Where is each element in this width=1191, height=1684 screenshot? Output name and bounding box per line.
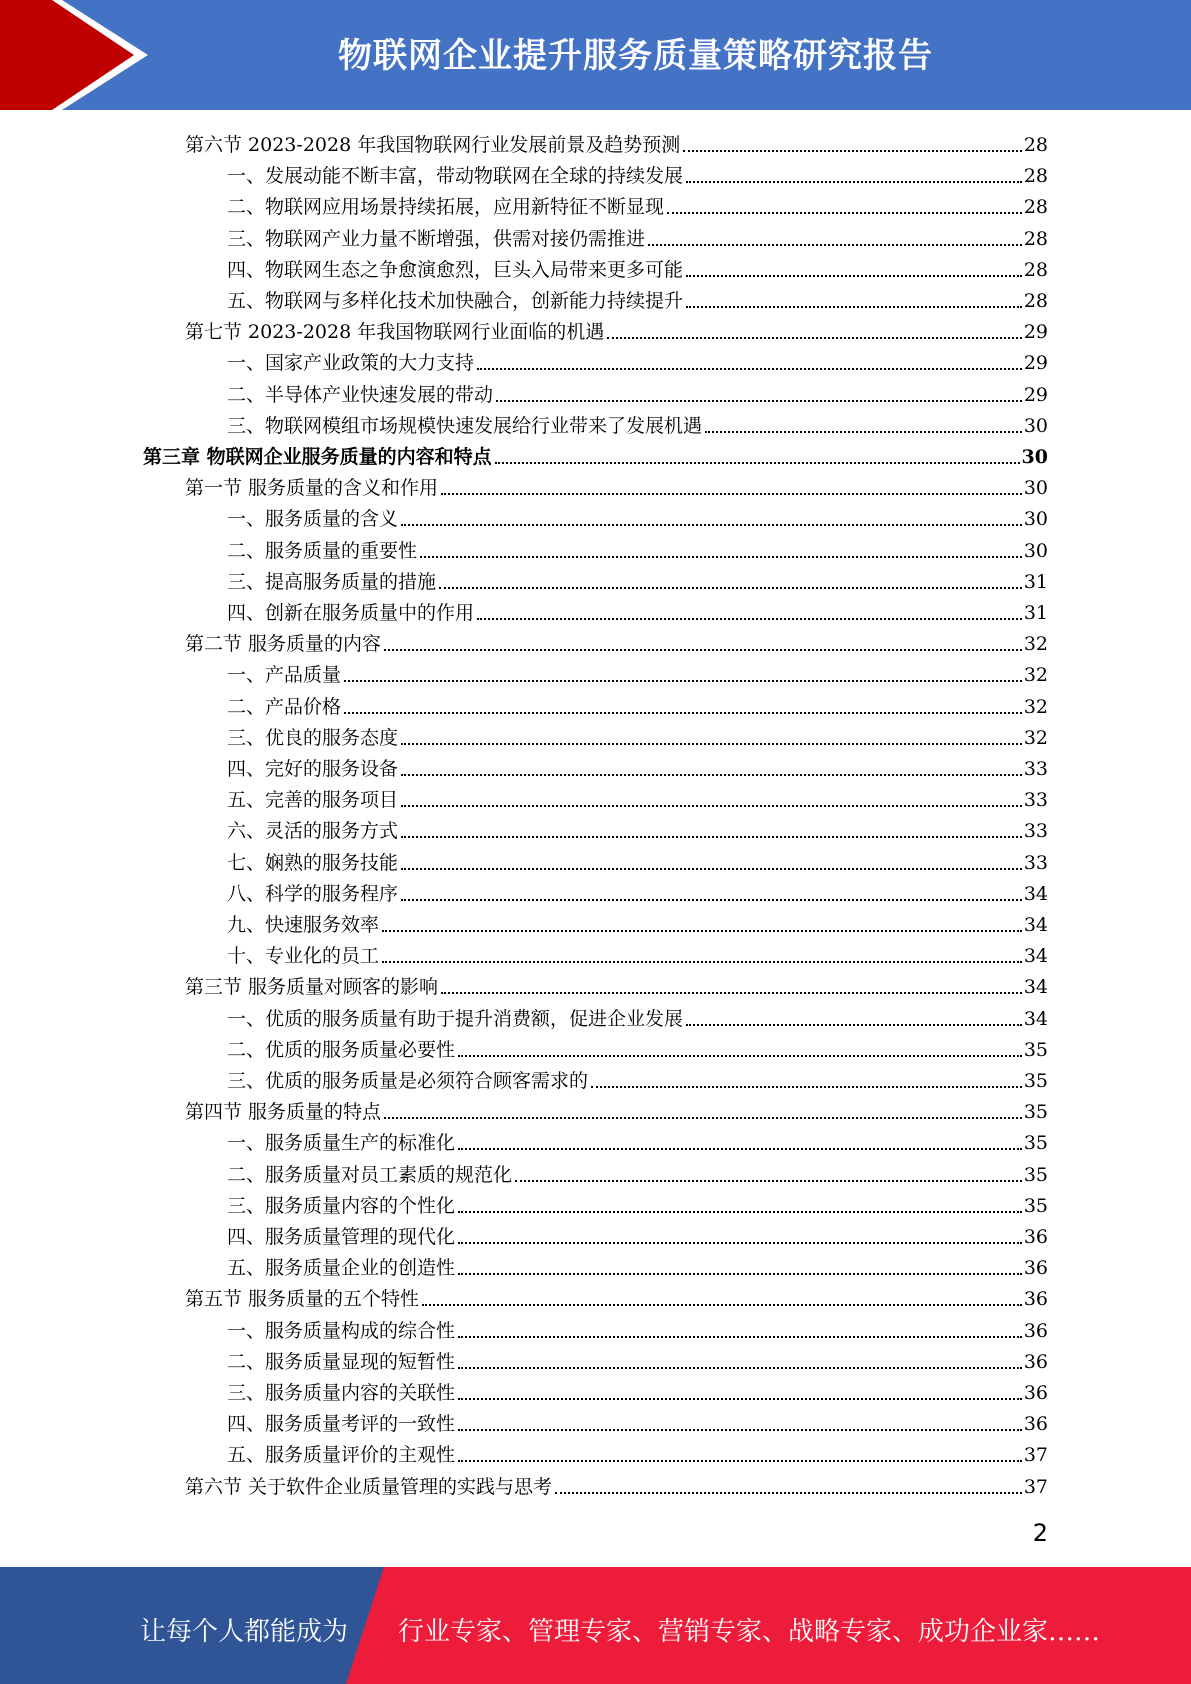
- page-number: 2: [1032, 1519, 1048, 1547]
- toc-leader-dots: [458, 1242, 1022, 1244]
- toc-label: 三、优良的服务态度: [227, 726, 399, 749]
- toc-leader-dots: [458, 1055, 1022, 1057]
- toc-page-number: 28: [1023, 196, 1048, 219]
- toc-page-number: 35: [1023, 1163, 1048, 1186]
- toc-item-row[interactable]: [227, 1250, 1048, 1281]
- toc-leader-dots: [458, 1273, 1022, 1275]
- toc-item-row[interactable]: [227, 1219, 1048, 1250]
- toc-leader-dots: [458, 1460, 1022, 1462]
- toc-item-row[interactable]: [227, 876, 1048, 907]
- toc-leader-dots: [686, 1024, 1022, 1026]
- toc-label: 第四节 服务质量的特点: [185, 1101, 382, 1124]
- toc-item-row[interactable]: [227, 813, 1048, 844]
- toc-section-row[interactable]: [185, 470, 1048, 501]
- toc-label: 二、半导体产业快速发展的带动: [227, 383, 494, 406]
- toc-page-number: 36: [1023, 1350, 1048, 1373]
- toc-item-row[interactable]: [227, 751, 1048, 782]
- toc-page-number: 37: [1023, 1444, 1048, 1467]
- toc-leader-dots: [420, 556, 1022, 558]
- toc-label: 第二节 服务质量的内容: [185, 633, 382, 656]
- toc-page-number: 33: [1023, 851, 1048, 874]
- toc-leader-dots: [607, 337, 1022, 339]
- toc-section-row[interactable]: [185, 1094, 1048, 1125]
- toc-label: 第七节 2023-2028 年我国物联网行业面临的机遇: [185, 321, 605, 344]
- toc-page-number: 33: [1023, 789, 1048, 812]
- toc-label: 五、服务质量评价的主观性: [227, 1444, 456, 1467]
- toc-label: 第三章 物联网企业服务质量的内容和特点: [143, 446, 492, 468]
- toc-leader-dots: [555, 1492, 1022, 1494]
- toc-label: 十、专业化的员工: [227, 945, 380, 968]
- toc-leader-dots: [441, 992, 1022, 994]
- toc-page-number: 35: [1023, 1070, 1048, 1092]
- toc-item-row[interactable]: [227, 1188, 1048, 1219]
- toc-leader-dots: [591, 1086, 1022, 1088]
- footer-banner: [0, 1567, 1191, 1684]
- toc-leader-dots: [401, 899, 1022, 901]
- toc-leader-dots: [477, 618, 1022, 620]
- toc-label: 三、提高服务质量的措施: [227, 570, 437, 593]
- toc-leader-dots: [382, 930, 1022, 932]
- toc-label: 一、服务质量生产的标准化: [227, 1132, 456, 1155]
- toc-page-number: 34: [1023, 945, 1048, 968]
- toc-page-number: 34: [1023, 914, 1048, 936]
- toc-page-number: 30: [1021, 446, 1048, 468]
- toc-page-number: 33: [1023, 758, 1048, 780]
- report-header: [0, 0, 1191, 110]
- toc-leader-dots: [667, 212, 1022, 214]
- toc-label: 一、产品质量: [227, 664, 342, 687]
- toc-item-row[interactable]: [227, 845, 1048, 876]
- toc-page-number: 28: [1023, 165, 1048, 188]
- toc-label: 二、物联网应用场景持续拓展，应用新特征不断显现: [227, 196, 665, 219]
- toc-leader-dots: [401, 868, 1022, 870]
- toc-leader-dots: [458, 1429, 1022, 1431]
- toc-leader-dots: [458, 1148, 1022, 1150]
- toc-page-number: 36: [1023, 1319, 1048, 1342]
- toc-page-number: 30: [1023, 477, 1048, 500]
- toc-label: 五、完善的服务项目: [227, 789, 399, 812]
- toc-label: 一、国家产业政策的大力支持: [227, 352, 475, 375]
- toc-leader-dots: [496, 400, 1022, 402]
- toc-label: 一、发展动能不断丰富，带动物联网在全球的持续发展: [227, 165, 684, 188]
- toc-item-row[interactable]: [227, 720, 1048, 751]
- toc-page-number: 35: [1023, 1132, 1048, 1155]
- toc-page-number: 29: [1023, 352, 1048, 375]
- toc-label: 第一节 服务质量的含义和作用: [185, 477, 439, 500]
- toc-page-number: 32: [1023, 695, 1048, 718]
- toc-leader-dots: [344, 712, 1022, 714]
- toc-item-row[interactable]: [227, 1344, 1048, 1375]
- toc-label: 四、服务质量考评的一致性: [227, 1413, 456, 1436]
- toc-label: 第六节 关于软件企业质量管理的实践与思考: [185, 1475, 553, 1498]
- toc-section-row[interactable]: [185, 1469, 1048, 1500]
- toc-section-row[interactable]: [185, 969, 1048, 1000]
- toc-item-row[interactable]: [227, 533, 1048, 564]
- toc-page-number: 36: [1023, 1413, 1048, 1436]
- toc-label: 三、服务质量内容的关联性: [227, 1382, 456, 1404]
- toc-label: 二、产品价格: [227, 695, 342, 718]
- toc-page-number: 30: [1023, 508, 1048, 531]
- toc-item-row[interactable]: [227, 501, 1048, 532]
- toc-label: 四、完好的服务设备: [227, 758, 399, 780]
- toc-label: 一、服务质量的含义: [227, 508, 399, 531]
- toc-item-row[interactable]: [227, 1375, 1048, 1406]
- toc-item-row[interactable]: [227, 907, 1048, 938]
- toc-page-number: 33: [1023, 820, 1048, 843]
- toc-page-number: 32: [1023, 664, 1048, 687]
- toc-label: 三、服务质量内容的个性化: [227, 1194, 456, 1217]
- toc-page-number: 30: [1023, 414, 1048, 437]
- toc-leader-dots: [458, 1336, 1022, 1338]
- toc-section-row[interactable]: [185, 314, 1048, 345]
- toc-section-row[interactable]: [185, 1281, 1048, 1312]
- toc-item-row[interactable]: [227, 657, 1048, 688]
- toc-page-number: 32: [1023, 726, 1048, 749]
- toc-label: 三、优质的服务质量是必须符合顾客需求的: [227, 1070, 589, 1092]
- toc-leader-dots: [686, 181, 1022, 183]
- toc-label: 七、娴熟的服务技能: [227, 851, 399, 874]
- toc-item-row[interactable]: [227, 1125, 1048, 1156]
- toc-label: 三、物联网产业力量不断增强，供需对接仍需推进: [227, 227, 646, 250]
- toc-item-row[interactable]: [227, 595, 1048, 626]
- toc-leader-dots: [686, 306, 1022, 308]
- toc-leader-dots: [401, 836, 1022, 838]
- toc-page-number: 29: [1023, 383, 1048, 406]
- toc-page-number: 29: [1023, 321, 1048, 344]
- toc-item-row[interactable]: [227, 1157, 1048, 1188]
- toc-leader-dots: [439, 587, 1022, 589]
- footer-slogan-right: 行业专家、管理专家、营销专家、战略专家、成功企业家……: [398, 1617, 1101, 1647]
- toc-page-number: 36: [1023, 1382, 1048, 1404]
- toc-item-row[interactable]: [227, 377, 1048, 408]
- toc-label: 二、服务质量的重要性: [227, 539, 418, 562]
- toc-item-row[interactable]: [227, 1406, 1048, 1437]
- toc-item-row[interactable]: [227, 1063, 1048, 1094]
- toc-section-row[interactable]: [185, 127, 1048, 158]
- toc-page-number: 31: [1023, 570, 1048, 593]
- toc-leader-dots: [384, 1117, 1022, 1119]
- toc-leader-dots: [515, 1180, 1022, 1182]
- toc-label: 三、物联网模组市场规模快速发展给行业带来了发展机遇: [227, 414, 703, 437]
- toc-leader-dots: [458, 1211, 1022, 1213]
- toc-page-number: 35: [1023, 1038, 1048, 1061]
- toc-page-number: 37: [1023, 1475, 1048, 1498]
- toc-leader-dots: [683, 150, 1022, 152]
- toc-page-number: 32: [1023, 633, 1048, 656]
- toc-page-number: 35: [1023, 1101, 1048, 1124]
- toc-label: 二、优质的服务质量必要性: [227, 1038, 456, 1061]
- toc-leader-dots: [495, 462, 1020, 464]
- report-title: 物联网企业提升服务质量策略研究报告: [338, 36, 933, 76]
- toc-page-number: 28: [1023, 134, 1048, 156]
- toc-item-row[interactable]: [227, 689, 1048, 720]
- toc-page-number: 34: [1023, 976, 1048, 999]
- footer-slogan-left: 让每个人都能成为: [140, 1617, 349, 1647]
- toc-leader-dots: [422, 1304, 1022, 1306]
- toc-item-row[interactable]: [227, 1001, 1048, 1032]
- toc-page-number: 28: [1023, 227, 1048, 250]
- toc-item-row[interactable]: [227, 408, 1048, 439]
- toc-leader-dots: [441, 493, 1022, 495]
- toc-label: 八、科学的服务程序: [227, 882, 399, 905]
- toc-page-number: 31: [1023, 602, 1048, 624]
- toc-item-row[interactable]: [227, 283, 1048, 314]
- toc-leader-dots: [401, 743, 1022, 745]
- toc-label: 一、优质的服务质量有助于提升消费额，促进企业发展: [227, 1007, 684, 1030]
- toc-page-number: 36: [1023, 1257, 1048, 1280]
- toc-page-number: 28: [1023, 258, 1048, 281]
- toc-item-row[interactable]: [227, 938, 1048, 969]
- toc-item-row[interactable]: [227, 252, 1048, 283]
- toc-item-row[interactable]: [227, 782, 1048, 813]
- toc-leader-dots: [382, 961, 1022, 963]
- toc-label: 九、快速服务效率: [227, 914, 380, 936]
- toc-page-number: 28: [1023, 290, 1048, 312]
- toc-label: 二、服务质量对员工素质的规范化: [227, 1163, 513, 1186]
- toc-label: 第五节 服务质量的五个特性: [185, 1288, 420, 1311]
- toc-item-row[interactable]: [227, 564, 1048, 595]
- toc-leader-dots: [401, 774, 1022, 776]
- toc-leader-dots: [705, 431, 1022, 433]
- toc-item-row[interactable]: [227, 158, 1048, 189]
- toc-item-row[interactable]: [227, 189, 1048, 220]
- toc-label: 第六节 2023-2028 年我国物联网行业发展前景及趋势预测: [185, 134, 681, 156]
- toc-item-row[interactable]: [227, 1437, 1048, 1468]
- toc-leader-dots: [458, 1367, 1022, 1369]
- toc-leader-dots: [686, 275, 1022, 277]
- red-arrow-icon: [0, 0, 150, 110]
- toc-label: 五、服务质量企业的创造性: [227, 1257, 456, 1280]
- toc-item-row[interactable]: [227, 345, 1048, 376]
- toc-label: 六、灵活的服务方式: [227, 820, 399, 843]
- toc-leader-dots: [401, 805, 1022, 807]
- toc-leader-dots: [458, 1398, 1022, 1400]
- toc-section-row[interactable]: [185, 626, 1048, 657]
- toc-leader-dots: [401, 524, 1022, 526]
- toc-item-row[interactable]: [227, 1313, 1048, 1344]
- toc-label: 第三节 服务质量对顾客的影响: [185, 976, 439, 999]
- toc-label: 四、服务质量管理的现代化: [227, 1226, 456, 1248]
- toc-item-row[interactable]: [227, 221, 1048, 252]
- toc-label: 四、创新在服务质量中的作用: [227, 602, 475, 624]
- toc-leader-dots: [477, 368, 1022, 370]
- toc-label: 四、物联网生态之争愈演愈烈，巨头入局带来更多可能: [227, 258, 684, 281]
- toc-page-number: 34: [1023, 1007, 1048, 1030]
- toc-page-number: 30: [1023, 539, 1048, 562]
- toc-chapter-row[interactable]: [143, 439, 1048, 470]
- toc-leader-dots: [344, 680, 1022, 682]
- toc-leader-dots: [648, 244, 1022, 246]
- toc-item-row[interactable]: [227, 1032, 1048, 1063]
- toc-page-number: 36: [1023, 1226, 1048, 1248]
- toc-page-number: 35: [1023, 1194, 1048, 1217]
- toc-page-number: 34: [1023, 882, 1048, 905]
- toc-leader-dots: [384, 649, 1022, 651]
- toc-label: 五、物联网与多样化技术加快融合，创新能力持续提升: [227, 290, 684, 312]
- toc-label: 二、服务质量显现的短暂性: [227, 1350, 456, 1373]
- toc-page-number: 36: [1023, 1288, 1048, 1311]
- toc-label: 一、服务质量构成的综合性: [227, 1319, 456, 1342]
